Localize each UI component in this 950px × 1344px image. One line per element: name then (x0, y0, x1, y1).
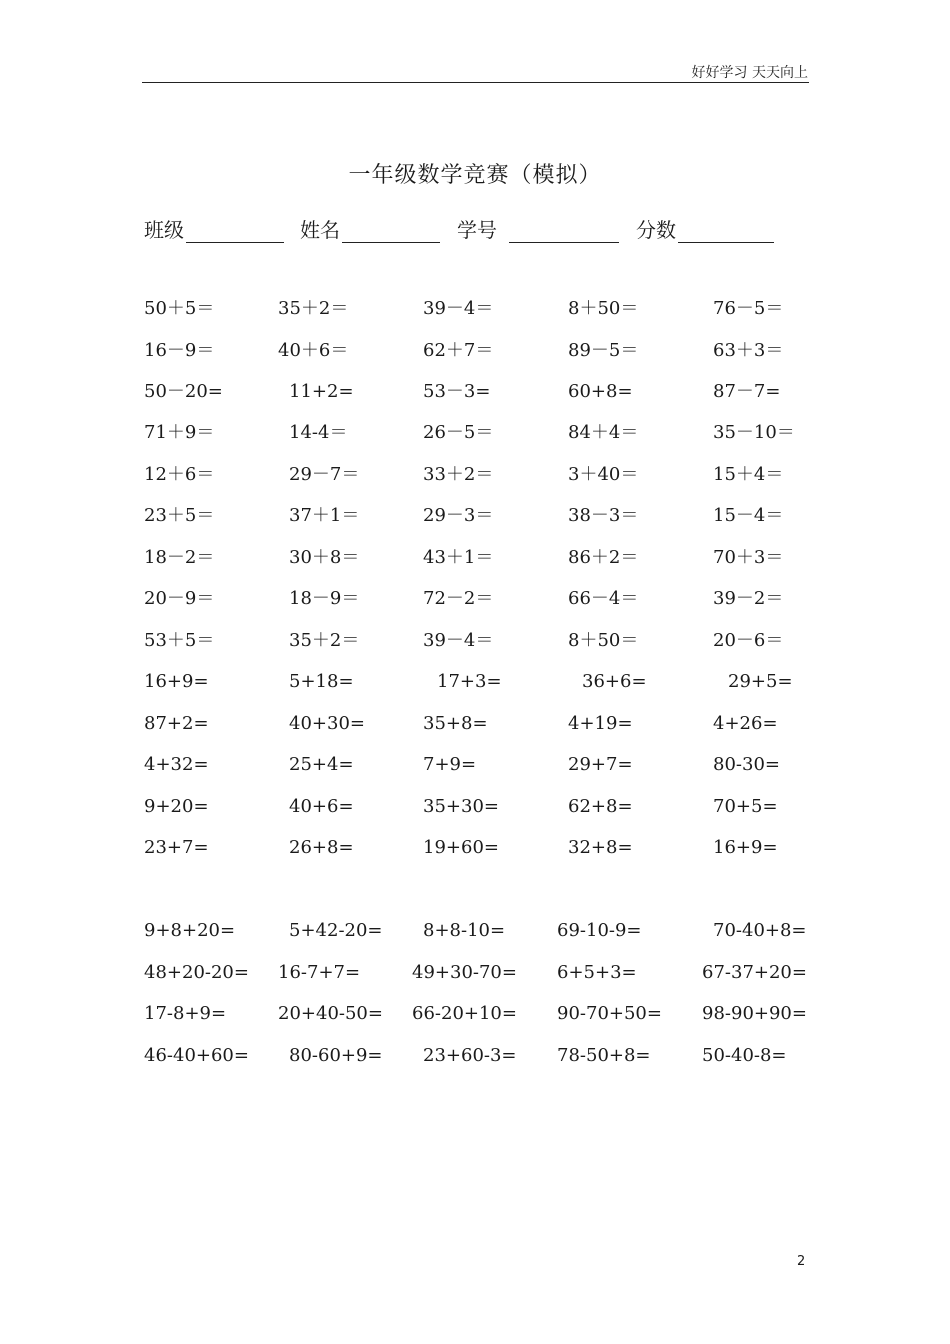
arithmetic-problem: 17+3= (437, 671, 502, 692)
mixed-arithmetic-problem: 8+8-10= (423, 920, 506, 941)
page-header-text: 好好学习 天天向上 (691, 65, 808, 81)
arithmetic-problem: 20－6＝ (713, 630, 784, 651)
arithmetic-problem: 37＋1＝ (289, 505, 360, 526)
arithmetic-problem: 60+8= (568, 381, 633, 402)
arithmetic-problem: 32+8= (568, 837, 633, 858)
page-number: 2 (797, 1254, 806, 1269)
mixed-arithmetic-problem: 20+40-50= (278, 1003, 383, 1024)
mixed-arithmetic-problem: 23+60-3= (423, 1045, 517, 1066)
arithmetic-problem: 70＋3＝ (713, 547, 784, 568)
arithmetic-problem: 20－9＝ (144, 588, 215, 609)
mixed-arithmetic-problem: 48+20-20= (144, 962, 249, 983)
arithmetic-problem: 18－9＝ (289, 588, 360, 609)
arithmetic-problem: 40+6= (289, 796, 354, 817)
arithmetic-problem: 63＋3＝ (713, 340, 784, 361)
mixed-arithmetic-problem: 50-40-8= (702, 1045, 787, 1066)
arithmetic-problem: 15－4＝ (713, 505, 784, 526)
name-label: 姓名 (300, 218, 340, 242)
student-id-label: 学号 (457, 218, 497, 242)
mixed-arithmetic-problem: 6+5+3= (557, 962, 637, 983)
arithmetic-problem: 35＋2＝ (289, 630, 360, 651)
arithmetic-problem: 16+9= (144, 671, 209, 692)
arithmetic-problem: 35－10＝ (713, 422, 795, 443)
arithmetic-problem: 4+26= (713, 713, 778, 734)
page-title: 一年级数学竞赛（模拟） (348, 163, 602, 188)
arithmetic-problem: 7+9= (423, 754, 477, 775)
arithmetic-problem: 23+7= (144, 837, 209, 858)
arithmetic-problem: 5+18= (289, 671, 354, 692)
arithmetic-problem: 35+8= (423, 713, 488, 734)
arithmetic-problem: 29+5= (728, 671, 793, 692)
arithmetic-problem: 70+5= (713, 796, 778, 817)
arithmetic-problem: 53＋5＝ (144, 630, 215, 651)
mixed-arithmetic-problem: 66-20+10= (412, 1003, 517, 1024)
arithmetic-problem: 26－5＝ (423, 422, 494, 443)
arithmetic-problem: 3＋40＝ (568, 464, 639, 485)
score-label: 分数 (636, 218, 676, 242)
mixed-arithmetic-problem: 49+30-70= (412, 962, 517, 983)
arithmetic-problem: 11+2= (289, 381, 354, 402)
arithmetic-problem: 50－20= (144, 381, 223, 402)
arithmetic-problem: 12＋6＝ (144, 464, 215, 485)
arithmetic-problem: 89－5＝ (568, 340, 639, 361)
arithmetic-problem: 18－2＝ (144, 547, 215, 568)
arithmetic-problem: 66－4＝ (568, 588, 639, 609)
arithmetic-problem: 39－2＝ (713, 588, 784, 609)
mixed-arithmetic-problem: 17-8+9= (144, 1003, 227, 1024)
arithmetic-problem: 4+19= (568, 713, 633, 734)
arithmetic-problem: 87－7= (713, 381, 781, 402)
arithmetic-problem: 15＋4＝ (713, 464, 784, 485)
arithmetic-problem: 86＋2＝ (568, 547, 639, 568)
arithmetic-problem: 4+32= (144, 754, 209, 775)
mixed-arithmetic-problem: 46-40+60= (144, 1045, 249, 1066)
arithmetic-problem: 36+6= (582, 671, 647, 692)
mixed-arithmetic-problem: 16-7+7= (278, 962, 361, 983)
mixed-arithmetic-problem: 67-37+20= (702, 962, 807, 983)
arithmetic-problem: 53－3= (423, 381, 491, 402)
arithmetic-problem: 35+30= (423, 796, 499, 817)
arithmetic-problem: 9+20= (144, 796, 209, 817)
mixed-arithmetic-problem: 90-70+50= (557, 1003, 662, 1024)
mixed-arithmetic-problem: 9+8+20= (144, 920, 236, 941)
mixed-arithmetic-problem: 78-50+8= (557, 1045, 651, 1066)
arithmetic-problem: 71＋9＝ (144, 422, 215, 443)
mixed-arithmetic-problem: 70-40+8= (713, 920, 807, 941)
arithmetic-problem: 16－9＝ (144, 340, 215, 361)
arithmetic-problem: 62+8= (568, 796, 633, 817)
arithmetic-problem: 19+60= (423, 837, 499, 858)
arithmetic-problem: 39－4＝ (423, 298, 494, 319)
arithmetic-problem: 43＋1＝ (423, 547, 494, 568)
mixed-arithmetic-problem: 5+42-20= (289, 920, 383, 941)
arithmetic-problem: 23＋5＝ (144, 505, 215, 526)
arithmetic-problem: 39－4＝ (423, 630, 494, 651)
arithmetic-problem: 26+8= (289, 837, 354, 858)
arithmetic-problem: 80-30= (713, 754, 780, 775)
class-label: 班级 (144, 218, 184, 242)
arithmetic-problem: 40＋6＝ (278, 340, 349, 361)
mixed-arithmetic-problem: 80-60+9= (289, 1045, 383, 1066)
arithmetic-problem: 40+30= (289, 713, 365, 734)
arithmetic-problem: 29－3＝ (423, 505, 494, 526)
arithmetic-problem: 33＋2＝ (423, 464, 494, 485)
arithmetic-problem: 76－5＝ (713, 298, 784, 319)
arithmetic-problem: 29－7＝ (289, 464, 360, 485)
arithmetic-problem: 16+9= (713, 837, 778, 858)
arithmetic-problem: 38－3＝ (568, 505, 639, 526)
arithmetic-problem: 30＋8＝ (289, 547, 360, 568)
arithmetic-problem: 35＋2＝ (278, 298, 349, 319)
arithmetic-problem: 14-4＝ (289, 422, 348, 443)
arithmetic-problem: 72－2＝ (423, 588, 494, 609)
arithmetic-problem: 84＋4＝ (568, 422, 639, 443)
mixed-arithmetic-problem: 69-10-9= (557, 920, 642, 941)
arithmetic-problem: 62＋7＝ (423, 340, 494, 361)
arithmetic-problem: 29+7= (568, 754, 633, 775)
arithmetic-problem: 87+2= (144, 713, 209, 734)
arithmetic-problem: 8＋50＝ (568, 630, 639, 651)
arithmetic-problem: 50＋5＝ (144, 298, 215, 319)
mixed-arithmetic-problem: 98-90+90= (702, 1003, 807, 1024)
arithmetic-problem: 8＋50＝ (568, 298, 639, 319)
arithmetic-problem: 25+4= (289, 754, 354, 775)
